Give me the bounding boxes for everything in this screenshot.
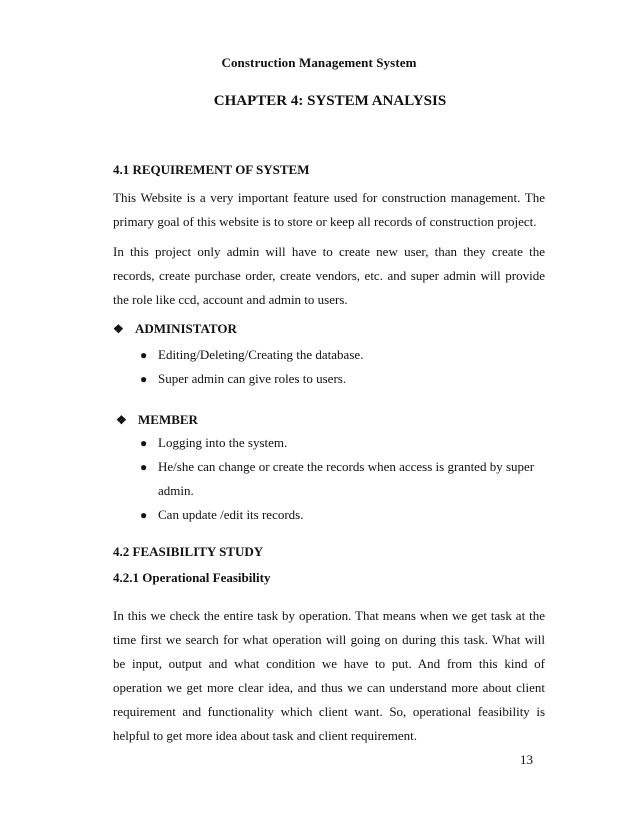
paragraph-operational-feasibility <box>113 604 545 748</box>
paragraph-line: records, create purchase order, create vendors, etc. and super admin will provide <box>113 268 545 283</box>
paragraph-line: requirement and functionality which client want. So, operational feasibility is <box>113 704 545 719</box>
bullet-icon: ● <box>140 372 148 386</box>
list-item: ● Logging into the system. <box>140 431 550 455</box>
list-item: ● Super admin can give roles to users. <box>140 367 550 391</box>
bullet-icon: ● <box>140 460 148 474</box>
administator-list <box>140 343 550 391</box>
subsection-heading-4-2-1: 4.2.1 Operational Feasibility <box>113 570 271 585</box>
paragraph-line: operation we get more clear idea, and thus we can understand more about client <box>113 680 545 695</box>
paragraph-project-scope <box>113 240 545 312</box>
chapter-title: CHAPTER 4: SYSTEM ANALYSIS <box>213 93 447 109</box>
diamond-bullet-icon: ❖ <box>116 413 127 427</box>
bullet-icon: ● <box>140 508 148 522</box>
bullet-icon: ● <box>140 348 148 362</box>
list-item: ● Editing/Deleting/Creating the database. <box>140 343 550 367</box>
running-header: Construction Management System <box>221 55 417 70</box>
list-item: ● Can update /edit its records. <box>140 503 550 527</box>
list-item: ● He/she can change or create the records when access is granted by super <box>140 455 550 479</box>
member-list <box>140 431 550 527</box>
paragraph-line: This Website is a very important feature used for construction management. The <box>113 190 545 205</box>
paragraph-line: primary goal of this website is to store or keep all records of construction project. <box>113 214 537 229</box>
administator-label: ADMINISTATOR <box>135 321 237 336</box>
paragraph-line: In this project only admin will have to create new user, than they create the <box>113 244 545 259</box>
paragraph-line: be input, output and what condition we have to put. And from this kind of <box>113 656 545 671</box>
member-heading <box>116 412 198 428</box>
paragraph-line: time first we search for what operation will going on during this task. What will <box>113 632 545 647</box>
paragraph-line: In this we check the entire task by operation. That means when we get task at the <box>113 608 545 623</box>
list-item-continuation: admin. <box>158 483 194 498</box>
paragraph-line: helpful to get more idea about task and client requirement. <box>113 728 417 743</box>
paragraph-intro <box>113 186 545 234</box>
diamond-bullet-icon: ❖ <box>113 322 124 336</box>
section-heading-4-1: 4.1 REQUIREMENT OF SYSTEM <box>113 162 310 177</box>
administator-heading <box>113 321 237 337</box>
bullet-icon: ● <box>140 436 148 450</box>
section-heading-4-2: 4.2 FEASIBILITY STUDY <box>113 544 264 559</box>
page-number: 13 <box>520 752 533 767</box>
paragraph-line: the role like ccd, account and admin to users. <box>113 292 348 307</box>
member-label: MEMBER <box>138 412 198 427</box>
